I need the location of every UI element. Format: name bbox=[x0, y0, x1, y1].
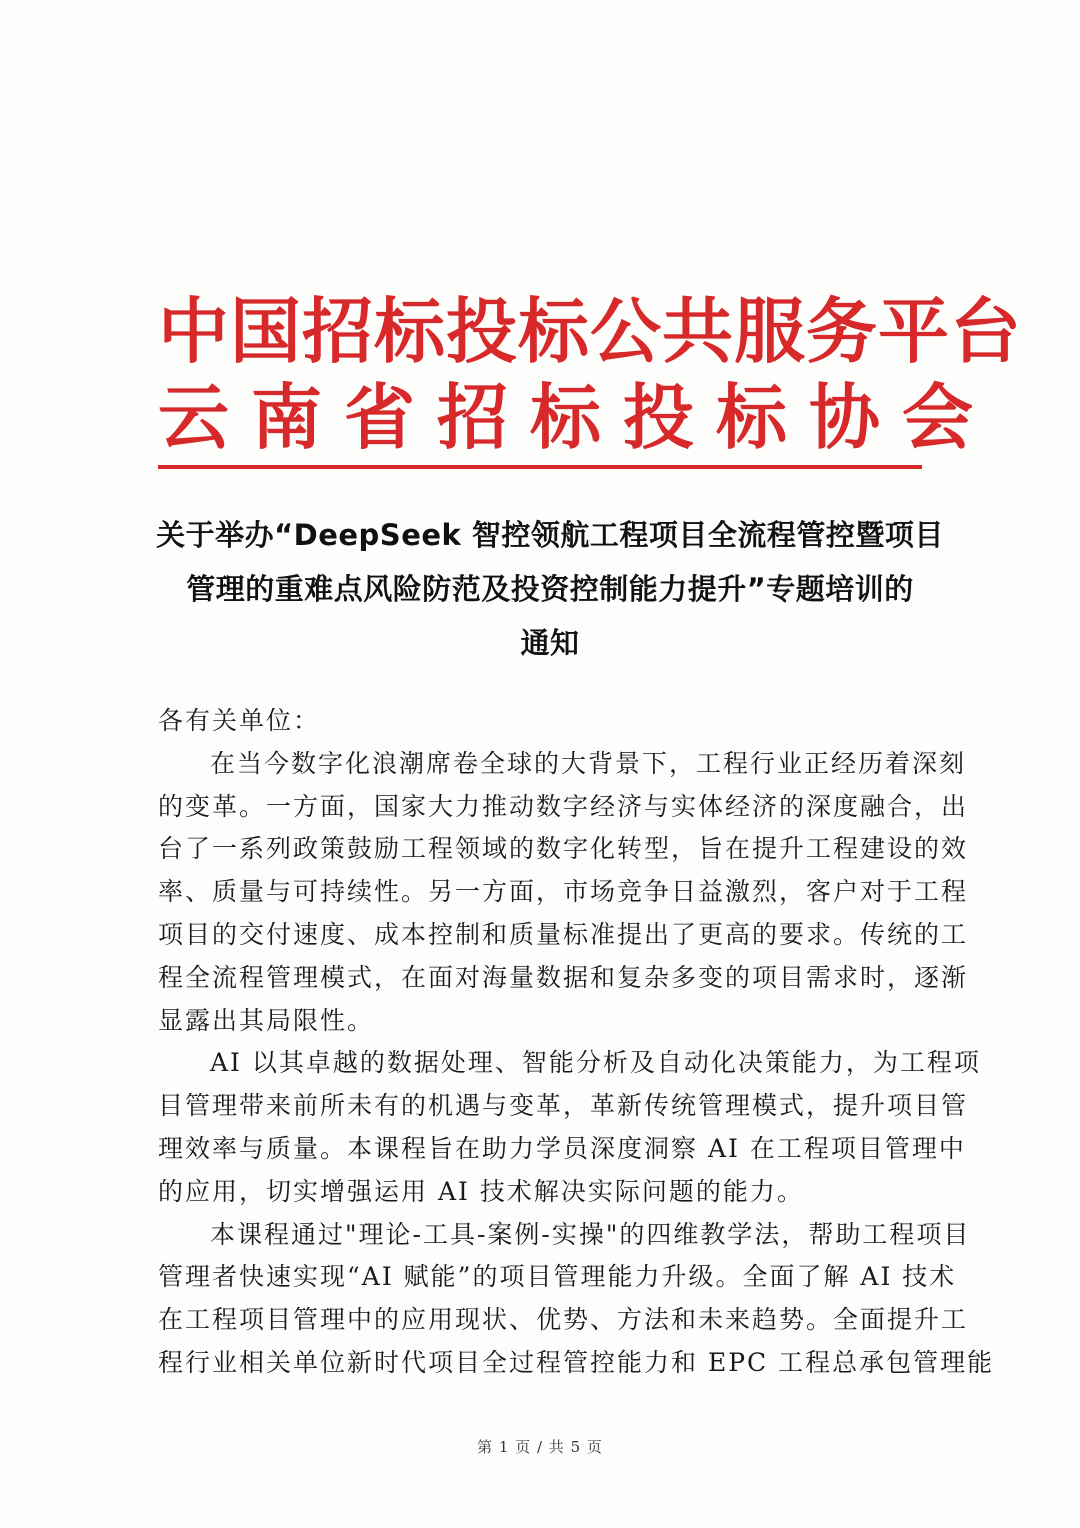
text-line: 目管理带来前所未有的机遇与变革，革新传统管理模式，提升项目管 bbox=[158, 1091, 969, 1121]
paragraph-background bbox=[158, 743, 969, 1043]
text-line: 的变革。一方面，国家大力推动数字经济与实体经济的深度融合，出 bbox=[158, 791, 969, 821]
document-title bbox=[150, 508, 950, 670]
title-line: 通知 bbox=[520, 626, 580, 660]
text-line: 理效率与质量。本课程旨在助力学员深度洞察 AI 在工程项目管理中 bbox=[158, 1133, 966, 1163]
salutation: 各有关单位： bbox=[158, 706, 321, 735]
text-line: 率、质量与可持续性。另一方面，市场竞争日益激烈，客户对于工程 bbox=[158, 877, 969, 907]
page-number: 第 1 页 / 共 5 页 bbox=[477, 1438, 603, 1456]
text-line: 管理者快速实现“AI 赋能”的项目管理能力升级。全面了解 AI 技术 bbox=[158, 1262, 957, 1292]
text-line: 项目的交付速度、成本控制和质量标准提出了更高的要求。传统的工 bbox=[158, 919, 969, 949]
text-line: 程行业相关单位新时代项目全过程管控能力和 EPC 工程总承包管理能 bbox=[158, 1347, 995, 1377]
text-line: 在工程项目管理中的应用现状、优势、方法和未来趋势。全面提升工 bbox=[158, 1305, 969, 1335]
text-line: 显露出其局限性。 bbox=[158, 1005, 375, 1035]
document-body bbox=[158, 700, 995, 1385]
text-line: 本课程通过"理论-工具-案例-实操"的四维教学法，帮助工程项目 bbox=[210, 1219, 971, 1249]
issuing-organizations bbox=[158, 288, 1023, 460]
text-line: 程全流程管理模式，在面对海量数据和复杂多变的项目需求时，逐渐 bbox=[158, 962, 969, 992]
org-name-secondary: 云南省招标投标协会 bbox=[158, 375, 996, 459]
text-line: AI 以其卓越的数据处理、智能分析及自动化决策能力，为工程项 bbox=[210, 1048, 981, 1078]
title-line: 管理的重难点风险防范及投资控制能力提升”专题培训的 bbox=[186, 572, 914, 606]
text-line: 台了一系列政策鼓励工程领域的数字化转型，旨在提升工程建设的效 bbox=[158, 834, 969, 864]
title-line: 关于举办“DeepSeek 智控领航工程项目全流程管控暨项目 bbox=[156, 518, 944, 552]
org-name-primary: 中国招标投标公共服务平台 bbox=[158, 289, 1023, 373]
text-line: 的应用，切实增强运用 AI 技术解决实际问题的能力。 bbox=[158, 1176, 804, 1206]
text-line: 在当今数字化浪潮席卷全球的大背景下，工程行业正经历着深刻 bbox=[210, 748, 967, 778]
paragraph-ai-value bbox=[158, 1042, 981, 1213]
paragraph-course-method bbox=[158, 1214, 995, 1385]
red-header-divider bbox=[158, 465, 922, 469]
